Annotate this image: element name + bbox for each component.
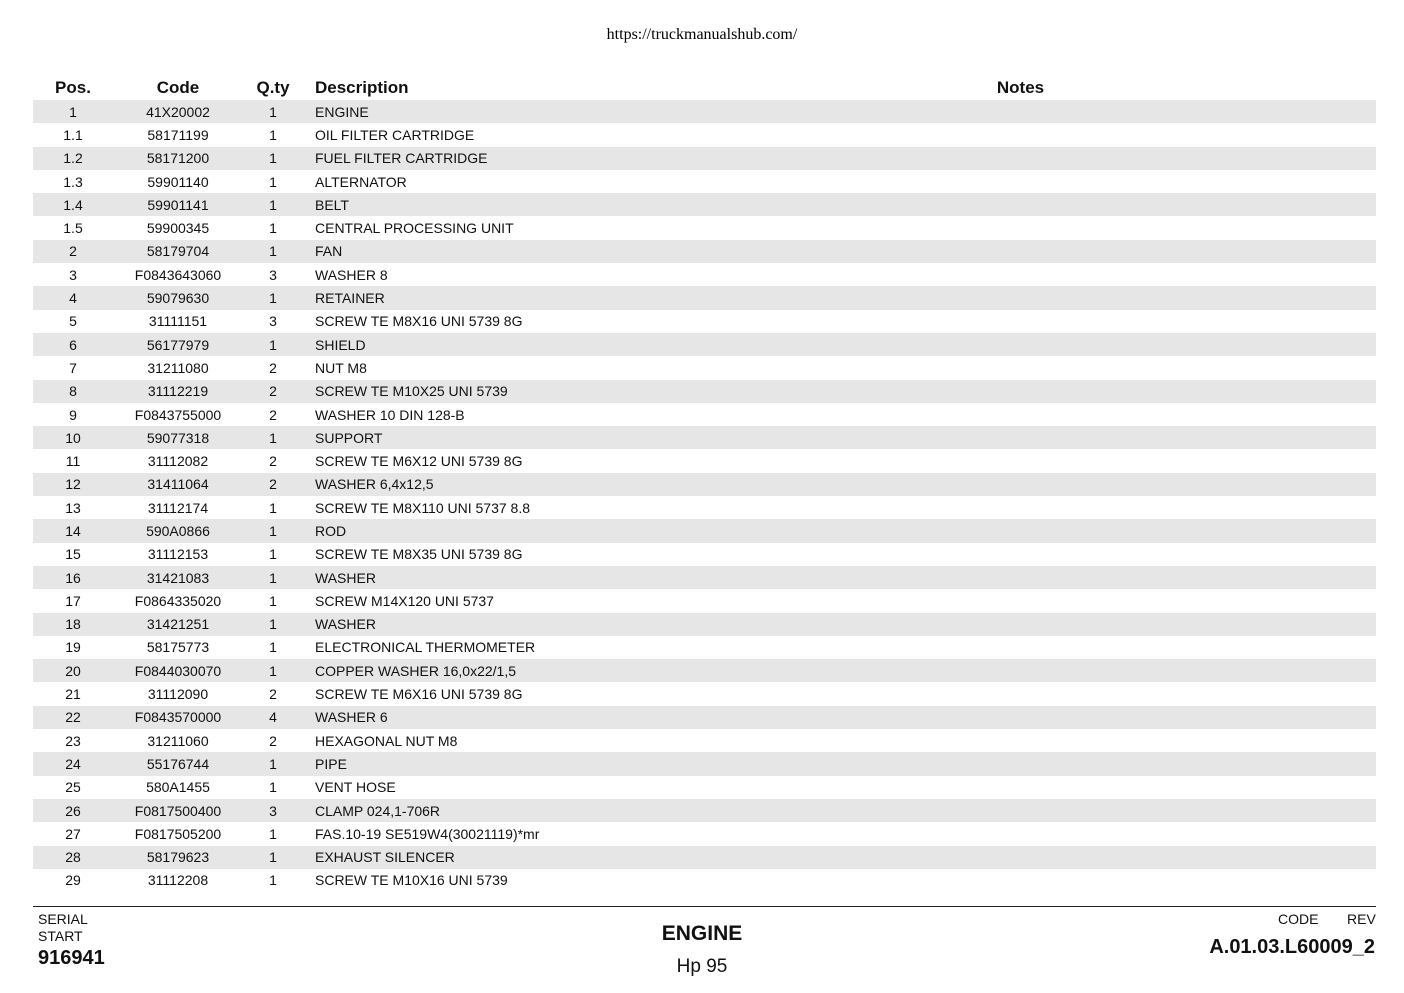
cell-code: 58179623 [113,846,243,869]
cell-pos: 1.1 [63,126,83,143]
cell-pos: 28 [33,846,113,869]
cell-notes [785,263,1376,286]
cell-qty: 2 [243,473,303,496]
cell-qty: 1 [269,825,277,842]
cell-pos: 4 [33,286,113,309]
column-header-notes: Notes [996,77,1045,97]
cell-code: F0843755000 [134,406,222,423]
cell-code: 31111151 [148,313,208,330]
cell-qty: 4 [243,706,303,729]
cell-description: FAS.10-19 SE519W4(30021119)*mr [315,825,540,842]
cell-pos: 1.2 [33,147,113,170]
table-row [33,216,1376,239]
code-label: CODE [1278,911,1319,927]
cell-code: 31112090 [147,686,209,703]
cell-description: SCREW TE M8X110 UNI 5737 8.8 [315,499,531,516]
cell-description: ELECTRONICAL THERMOMETER [315,639,536,656]
cell-notes [785,822,1376,845]
cell-qty: 1 [243,752,303,775]
cell-code: 31421251 [113,613,243,636]
cell-code: 31112219 [113,380,243,403]
cell-code: 41X20002 [113,100,243,123]
cell-pos: 1.4 [33,193,113,216]
cell-qty: 1 [243,613,303,636]
cell-qty: 1 [269,546,277,563]
cell-qty: 1 [243,193,303,216]
cell-code: 59901140 [147,173,209,190]
table-row [33,147,1376,170]
cell-qty: 1 [269,173,277,190]
column-header-code: Code [156,77,200,97]
table-row [33,543,1376,566]
cell-qty: 1 [269,639,277,656]
cell-notes [785,286,1376,309]
cell-pos: 16 [33,566,113,589]
cell-qty: 3 [243,799,303,822]
cell-notes [785,706,1376,729]
cell-description: CLAMP 024,1-706R [303,799,785,822]
cell-qty: 1 [243,286,303,309]
parts-table [33,75,1376,892]
cell-notes [785,636,1376,659]
cell-pos: 14 [33,519,113,542]
cell-notes [785,403,1376,426]
table-row [33,356,1376,379]
cell-pos: 18 [33,613,113,636]
cell-code: F0844030070 [113,659,243,682]
cell-description: SCREW TE M8X35 UNI 5739 8G [315,546,523,563]
column-header-pos: Pos. [55,77,91,97]
cell-pos: 1 [33,100,113,123]
cell-qty: 2 [269,359,277,376]
table-row [33,589,1376,612]
table-row [33,240,1376,263]
cell-qty: 1 [243,100,303,123]
cell-code: 58171199 [147,126,209,143]
cell-code: 55176744 [113,752,243,775]
cell-description: NUT M8 [315,359,367,376]
cell-description: EXHAUST SILENCER [303,846,785,869]
cell-qty: 1 [243,333,303,356]
cell-notes [785,147,1376,170]
cell-code: 31112174 [147,499,209,516]
table-row [33,869,1376,892]
table-row [33,846,1376,869]
cell-notes [785,193,1376,216]
cell-qty: 2 [269,406,277,423]
site-url: https://truckmanualshub.com/ [606,26,798,43]
cell-code: 59079630 [113,286,243,309]
cell-pos: 27 [65,825,81,842]
cell-pos: 20 [33,659,113,682]
cell-pos: 13 [65,499,81,516]
cell-pos: 9 [69,406,77,423]
cell-notes [785,449,1376,472]
cell-description: WASHER 10 DIN 128-B [315,406,465,423]
cell-notes [785,846,1376,869]
cell-qty: 2 [269,453,277,470]
cell-notes [785,776,1376,799]
cell-notes [785,659,1376,682]
cell-qty: 1 [243,426,303,449]
cell-pos: 3 [69,266,77,283]
cell-qty: 1 [269,872,277,889]
table-row [33,333,1376,356]
cell-pos: 25 [65,779,81,796]
cell-notes [785,333,1376,356]
cell-notes [785,426,1376,449]
cell-qty: 1 [269,126,277,143]
cell-pos: 19 [65,639,81,656]
cell-qty: 1 [269,779,277,796]
cell-description: ROD [303,519,785,542]
cell-notes [785,240,1376,263]
cell-description: COPPER WASHER 16,0x22/1,5 [303,659,785,682]
table-row [33,380,1376,403]
cell-code: 31112082 [147,453,209,470]
cell-pos: 26 [33,799,113,822]
cell-code: 59901141 [113,193,243,216]
cell-qty: 2 [269,732,277,749]
start-label: START [38,928,83,944]
cell-code: F0864335020 [134,592,222,609]
cell-notes [785,519,1376,542]
cell-code: F0843643060 [134,266,222,283]
table-row [33,776,1376,799]
column-header-description: Description [315,77,409,97]
cell-pos: 7 [69,359,77,376]
cell-description: SUPPORT [303,426,785,449]
cell-description: ALTERNATOR [315,173,407,190]
table-row [33,799,1376,822]
cell-notes [785,729,1376,752]
table-row [33,449,1376,472]
table-row [33,286,1376,309]
table-row [33,519,1376,542]
cell-description: WASHER 6,4x12,5 [303,473,785,496]
cell-description: WASHER [303,613,785,636]
cell-description: BELT [303,193,785,216]
cell-code: 59900345 [146,220,210,237]
cell-description: VENT HOSE [315,779,396,796]
cell-notes [785,473,1376,496]
cell-notes [785,543,1376,566]
cell-pos: 15 [65,546,81,563]
cell-pos: 1.3 [63,173,83,190]
cell-description: SCREW TE M10X16 UNI 5739 [315,872,508,889]
cell-pos: 6 [33,333,113,356]
cell-pos: 12 [33,473,113,496]
cell-description: WASHER 8 [315,266,388,283]
cell-description: SCREW TE M10X25 UNI 5739 [303,380,785,403]
footer-divider [33,906,1376,907]
cell-code: 31112153 [147,546,209,563]
table-row [33,566,1376,589]
cell-notes [785,752,1376,775]
table-row [33,752,1376,775]
cell-code: F0817505200 [134,825,222,842]
table-row [33,193,1376,216]
cell-qty: 1 [243,659,303,682]
cell-pos: 11 [65,453,81,470]
cell-description: SCREW TE M6X12 UNI 5739 8G [315,453,523,470]
cell-code: 580A1455 [146,779,210,796]
cell-qty: 1 [269,220,277,237]
cell-code: 58171200 [113,147,243,170]
cell-code: 59077318 [113,426,243,449]
table-header-row [33,75,1376,100]
table-row [33,123,1376,146]
cell-notes [785,310,1376,333]
cell-pos: 21 [65,686,81,703]
cell-qty: 1 [269,499,277,516]
cell-qty: 1 [269,592,277,609]
cell-qty: 2 [243,380,303,403]
group-title: ENGINE [661,922,743,945]
cell-description: WASHER [303,566,785,589]
cell-description: CENTRAL PROCESSING UNIT [315,220,514,237]
cell-description: WASHER 6 [303,706,785,729]
table-row [33,659,1376,682]
table-row [33,613,1376,636]
table-row [33,473,1376,496]
cell-code: F0843570000 [113,706,243,729]
cell-code: 31211060 [147,732,209,749]
cell-code: 56177979 [113,333,243,356]
cell-description: FUEL FILTER CARTRIDGE [303,147,785,170]
cell-pos: 24 [33,752,113,775]
cell-notes [785,613,1376,636]
group-subtitle: Hp 95 [676,956,728,977]
cell-code: 31421083 [113,566,243,589]
cell-qty: 1 [243,240,303,263]
table-row [33,636,1376,659]
cell-pos: 29 [65,872,81,889]
cell-description: OIL FILTER CARTRIDGE [315,126,475,143]
cell-description: HEXAGONAL NUT M8 [315,732,458,749]
cell-pos: 2 [33,240,113,263]
rev-label: REV [1347,911,1376,927]
cell-code: 31112208 [147,872,209,889]
cell-notes [785,799,1376,822]
table-row [33,263,1376,286]
table-row [33,706,1376,729]
cell-notes [785,682,1376,705]
cell-notes [785,123,1376,146]
serial-label: SERIAL [38,911,88,927]
cell-qty: 3 [269,266,277,283]
cell-description: SCREW TE M6X16 UNI 5739 8G [315,686,523,703]
cell-description: PIPE [303,752,785,775]
cell-description: ENGINE [303,100,785,123]
table-row [33,170,1376,193]
cell-description: SCREW TE M8X16 UNI 5739 8G [315,313,523,330]
document-code: A.01.03.L60009_2 [1209,936,1375,958]
cell-code: 31211080 [147,359,209,376]
cell-code: F0817500400 [113,799,243,822]
cell-code: 31411064 [113,473,243,496]
cell-code: 58175773 [146,639,210,656]
cell-qty: 2 [269,686,277,703]
cell-qty: 1 [243,846,303,869]
table-row [33,822,1376,845]
cell-description: FAN [303,240,785,263]
cell-notes [785,216,1376,239]
cell-qty: 1 [243,147,303,170]
cell-code: 58179704 [113,240,243,263]
cell-pos: 10 [33,426,113,449]
cell-notes [785,380,1376,403]
cell-notes [785,356,1376,379]
table-row [33,426,1376,449]
cell-notes [785,566,1376,589]
table-row [33,403,1376,426]
column-header-qty: Q.ty [256,77,290,97]
cell-pos: 17 [65,592,81,609]
cell-qty: 3 [269,313,277,330]
cell-description: RETAINER [303,286,785,309]
table-row [33,682,1376,705]
cell-pos: 8 [33,380,113,403]
cell-description: SCREW M14X120 UNI 5737 [315,592,494,609]
cell-notes [785,170,1376,193]
cell-pos: 22 [33,706,113,729]
cell-notes [785,869,1376,892]
cell-notes [785,496,1376,519]
cell-pos: 1.5 [63,220,83,237]
cell-code: 590A0866 [113,519,243,542]
table-row [33,496,1376,519]
cell-qty: 1 [243,519,303,542]
serial-start-value: 916941 [38,947,105,969]
parts-table-body [33,100,1376,892]
cell-qty: 1 [243,566,303,589]
table-row [33,729,1376,752]
cell-notes [785,100,1376,123]
cell-description: SHIELD [303,333,785,356]
cell-notes [785,589,1376,612]
cell-pos: 5 [69,313,77,330]
cell-pos: 23 [65,732,81,749]
table-row [33,100,1376,123]
table-row [33,310,1376,333]
